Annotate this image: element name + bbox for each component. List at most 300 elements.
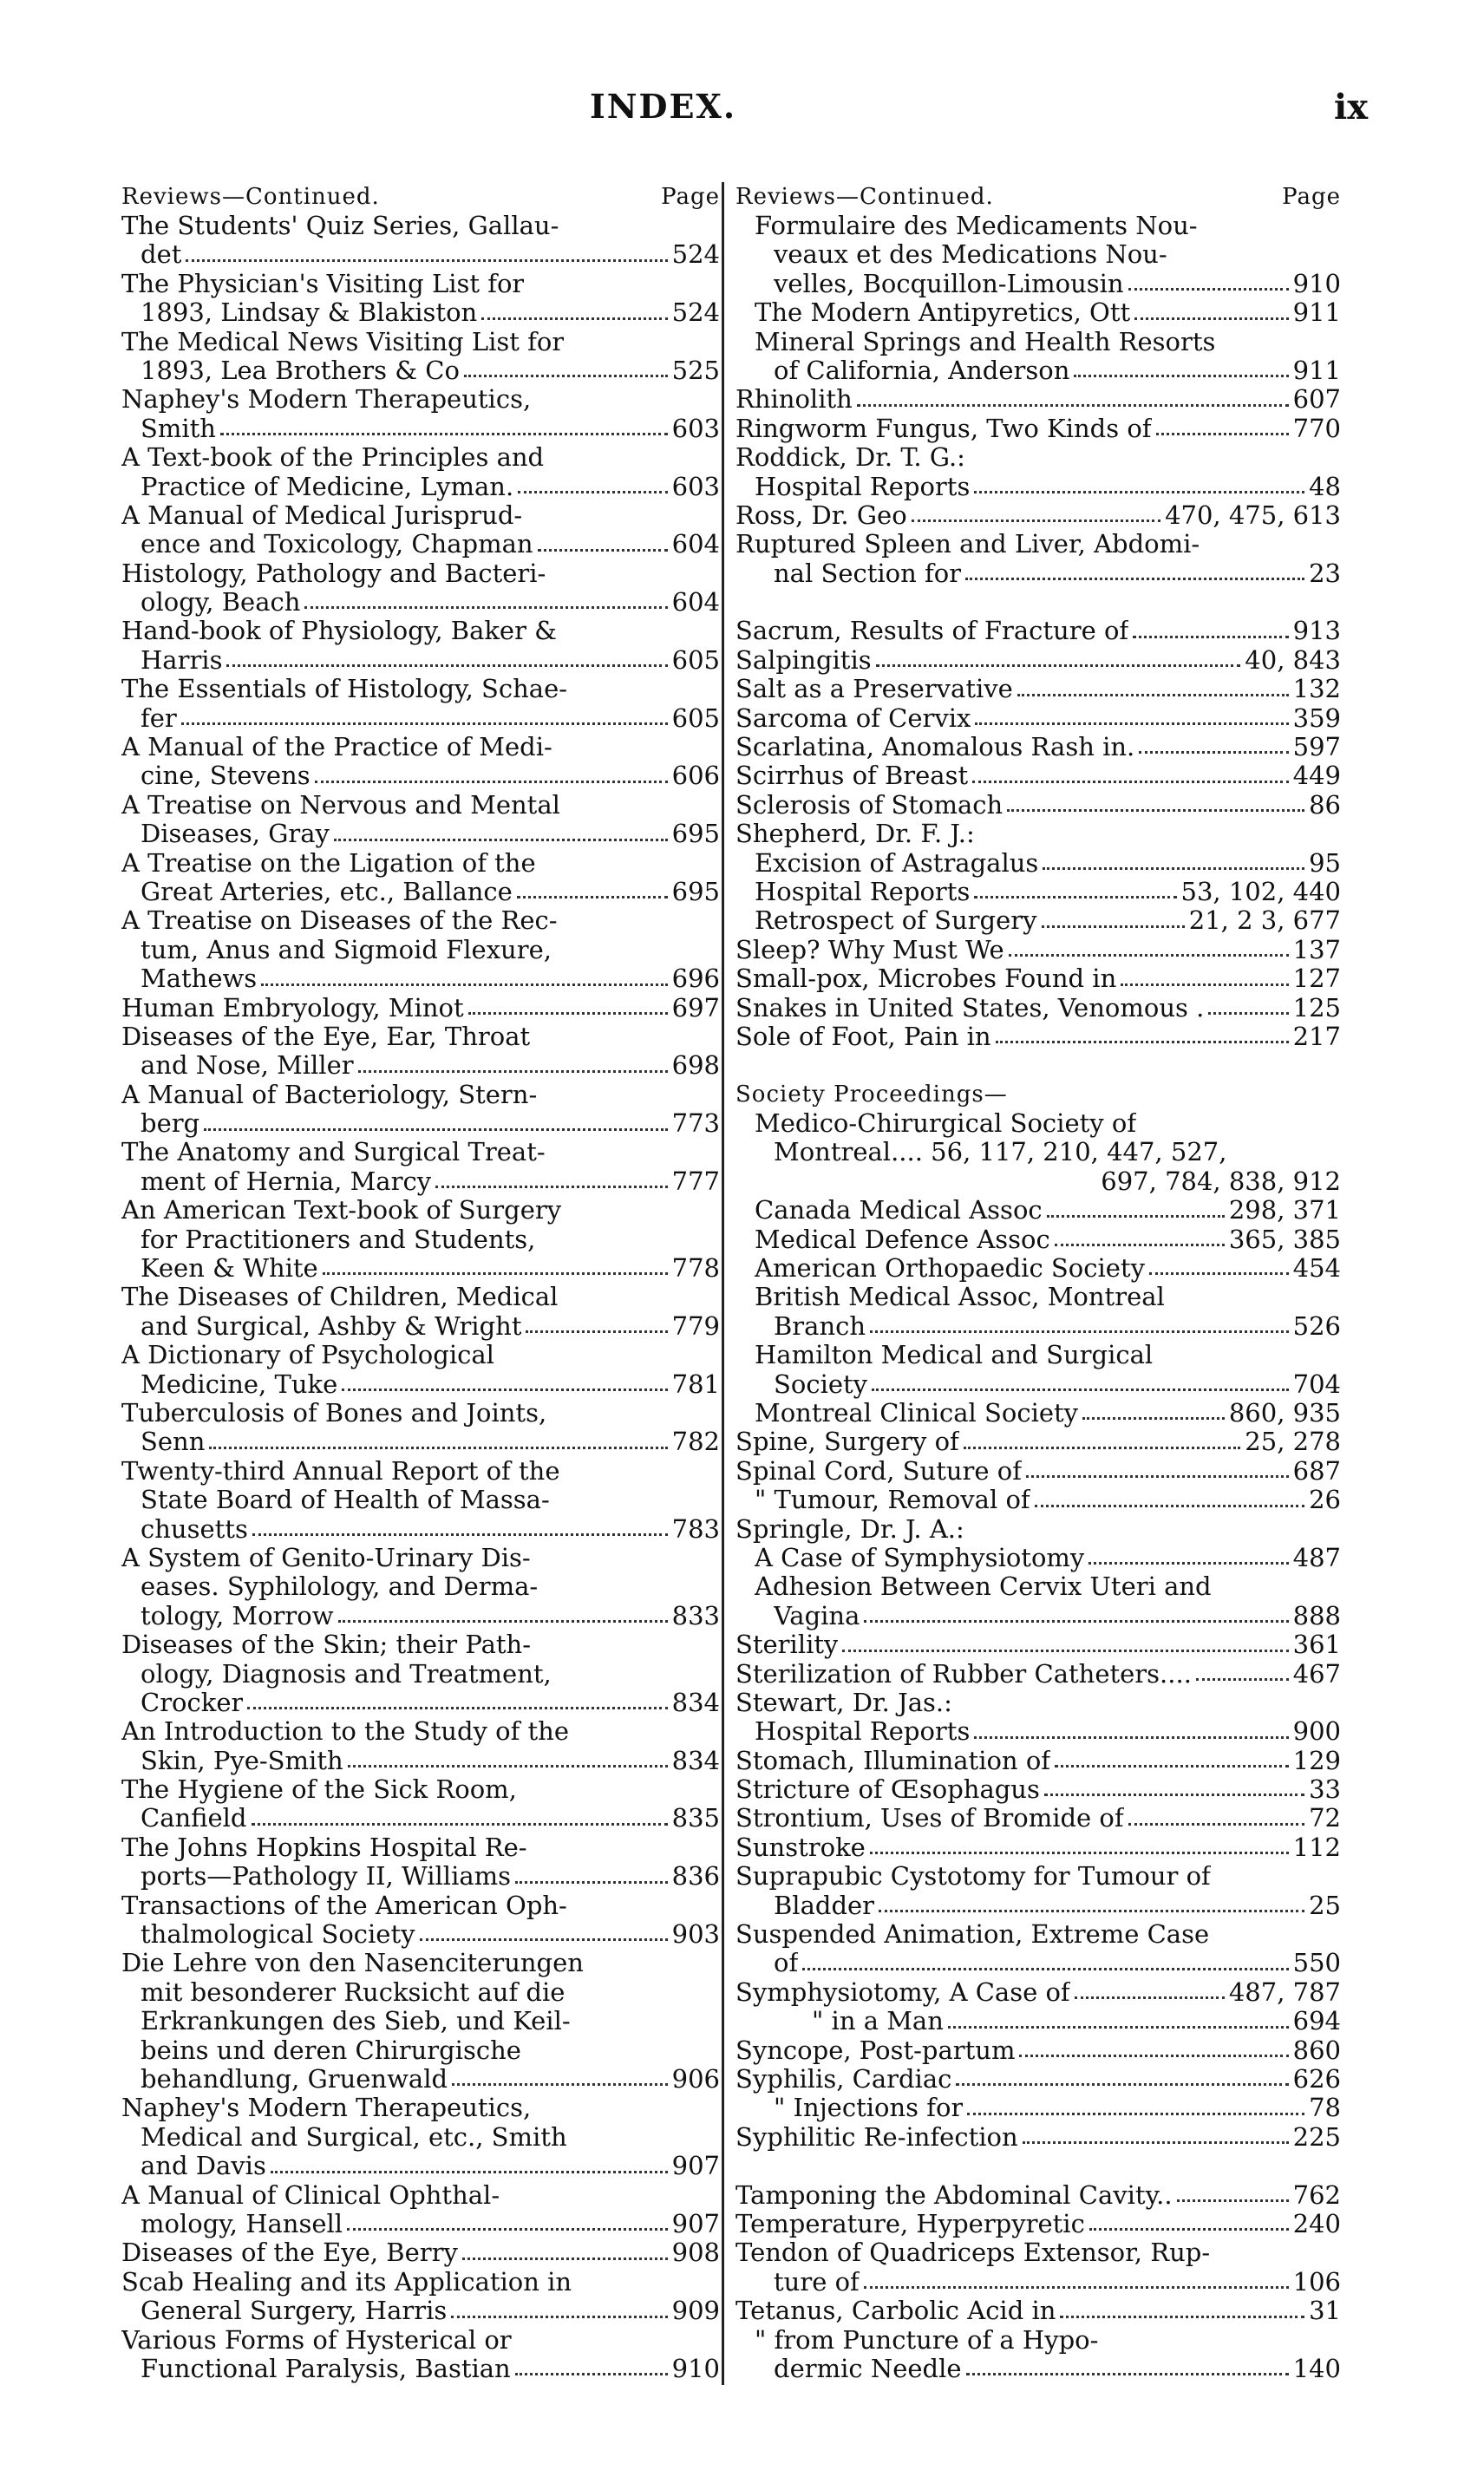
index-entry bbox=[121, 1254, 720, 1283]
entry-text: Salpingitis bbox=[735, 645, 872, 675]
index-entry bbox=[121, 1139, 720, 1167]
entry-text: Scab Healing and its Application in bbox=[121, 2267, 572, 2297]
index-entry bbox=[121, 2007, 720, 2035]
index-entry bbox=[735, 2065, 1341, 2094]
index-entry bbox=[121, 1572, 720, 1601]
dot-leader bbox=[1196, 1678, 1289, 1681]
dot-leader bbox=[974, 896, 1176, 898]
entry-text: Great Arteries, etc., Ballance bbox=[141, 877, 513, 906]
dot-leader bbox=[435, 1186, 668, 1188]
dot-leader bbox=[1017, 694, 1289, 696]
entry-text: Medical and Surgical, etc., Smith bbox=[141, 2122, 567, 2152]
dot-leader bbox=[1007, 809, 1304, 812]
index-entry bbox=[735, 820, 1341, 848]
entry-text: fer bbox=[141, 703, 177, 733]
index-entry bbox=[121, 964, 720, 993]
entry-text: eases. Syphilology, and Derma- bbox=[141, 1572, 539, 1602]
entry-text: Springle, Dr. J. A.: bbox=[735, 1514, 964, 1544]
index-entry bbox=[735, 1283, 1341, 1311]
entry-page-ref: 604 bbox=[671, 530, 720, 559]
entry-page-ref: 525 bbox=[671, 356, 720, 385]
index-entry bbox=[121, 1023, 720, 1051]
entry-text: and Surgical, Ashby & Wright bbox=[141, 1311, 522, 1341]
entry-page-ref: 21, 2 3, 677 bbox=[1188, 906, 1341, 936]
entry-page-ref: 833 bbox=[671, 1601, 720, 1630]
dot-leader bbox=[966, 2373, 1289, 2375]
dot-leader bbox=[870, 1852, 1289, 1854]
entry-text: Tuberculosis of Bones and Joints, bbox=[121, 1399, 547, 1428]
entry-text: Hospital Reports bbox=[755, 877, 971, 906]
entry-text: The Physician's Visiting List for bbox=[121, 269, 525, 298]
entry-page-ref: 835 bbox=[671, 1804, 720, 1833]
index-entry bbox=[735, 1370, 1341, 1399]
entry-page-ref: 834 bbox=[671, 1688, 720, 1717]
index-entry bbox=[735, 761, 1341, 790]
index-entry bbox=[735, 733, 1341, 761]
index-entry bbox=[121, 761, 720, 790]
entry-text: 1893, Lea Brothers & Co bbox=[141, 356, 460, 385]
index-entry bbox=[735, 415, 1341, 443]
dot-leader bbox=[315, 781, 668, 783]
index-entry bbox=[121, 298, 720, 327]
entry-page-ref: 597 bbox=[1292, 733, 1341, 762]
index-entry bbox=[735, 646, 1341, 675]
entry-list-right bbox=[735, 212, 1341, 2383]
index-entry bbox=[121, 530, 720, 559]
index-entry bbox=[121, 2094, 720, 2122]
entry-text: Tendon of Quadriceps Extensor, Rup- bbox=[735, 2238, 1211, 2268]
index-entry bbox=[121, 1660, 720, 1689]
entry-text: An American Text-book of Surgery bbox=[121, 1196, 562, 1225]
dot-leader bbox=[965, 578, 1304, 580]
entry-page-ref: 783 bbox=[671, 1514, 720, 1544]
entry-text: Keen & White bbox=[141, 1254, 318, 1284]
dot-leader bbox=[802, 1968, 1288, 1970]
dot-leader bbox=[186, 259, 667, 262]
index-entry bbox=[121, 1892, 720, 1920]
entry-page-ref: 911 bbox=[1292, 298, 1341, 328]
index-entry bbox=[121, 849, 720, 878]
entry-text: State Board of Health of Massa- bbox=[141, 1486, 550, 1515]
entry-page-ref: 23 bbox=[1309, 559, 1341, 588]
entry-text: Canada Medical Assoc bbox=[755, 1196, 1043, 1225]
entry-page-ref: 31 bbox=[1309, 2297, 1341, 2326]
entry-text: veaux et des Medications Nou- bbox=[774, 240, 1167, 270]
index-entry bbox=[121, 1833, 720, 1862]
entry-text: Sterilization of Rubber Catheters.... bbox=[735, 1659, 1192, 1689]
index-entry bbox=[735, 1747, 1341, 1775]
index-entry bbox=[735, 704, 1341, 733]
entry-text: Histology, Pathology and Bacteri- bbox=[121, 559, 546, 588]
index-entry bbox=[735, 936, 1341, 964]
entry-text: Excision of Astragalus bbox=[755, 848, 1039, 878]
entry-page-ref: 704 bbox=[1292, 1369, 1341, 1399]
dot-leader bbox=[518, 491, 667, 493]
entry-text: The Medical News Visiting List for bbox=[121, 327, 565, 356]
entry-text: Symphysiotomy, A Case of bbox=[735, 1977, 1070, 2007]
dot-leader bbox=[1149, 1272, 1289, 1275]
entry-text: " from Puncture of a Hypo- bbox=[755, 2325, 1099, 2355]
dot-leader bbox=[515, 1881, 668, 1884]
index-entry bbox=[735, 473, 1341, 501]
index-entry bbox=[735, 1862, 1341, 1891]
dot-leader bbox=[358, 1070, 668, 1073]
index-entry bbox=[735, 1109, 1341, 1138]
index-entry bbox=[735, 1225, 1341, 1254]
entry-page-ref: 524 bbox=[671, 298, 720, 328]
index-entry bbox=[121, 2210, 720, 2238]
entry-text: ence and Toxicology, Chapman bbox=[141, 530, 533, 559]
index-entry bbox=[121, 473, 720, 501]
dot-leader bbox=[876, 664, 1241, 667]
index-entry bbox=[121, 1051, 720, 1080]
dot-leader bbox=[1060, 2316, 1304, 2318]
dot-leader bbox=[481, 317, 667, 320]
index-entry bbox=[121, 791, 720, 820]
entry-text: A Treatise on the Ligation of the bbox=[121, 848, 536, 878]
entry-text: Small-pox, Microbes Found in bbox=[735, 964, 1117, 994]
page-header bbox=[0, 87, 1484, 139]
entry-text: A Text-book of the Principles and bbox=[121, 443, 545, 473]
dot-leader bbox=[451, 2316, 667, 2318]
entry-text: Die Lehre von den Nasenciterungen bbox=[121, 1949, 584, 1978]
entry-text: det bbox=[141, 240, 182, 270]
entry-page-ref: 240 bbox=[1292, 2209, 1341, 2238]
index-entry bbox=[735, 1341, 1341, 1369]
dot-leader bbox=[1026, 1475, 1289, 1478]
dot-leader bbox=[517, 896, 668, 898]
entry-text: Stewart, Dr. Jas.: bbox=[735, 1688, 952, 1717]
entry-text: mology, Hansell bbox=[141, 2209, 343, 2238]
index-entry bbox=[121, 733, 720, 761]
page-title: INDEX. bbox=[590, 87, 737, 126]
entry-page-ref: 217 bbox=[1292, 1022, 1341, 1051]
entry-text: A Treatise on Nervous and Mental bbox=[121, 790, 560, 820]
index-entry bbox=[735, 1892, 1341, 1920]
dot-leader bbox=[842, 1650, 1288, 1652]
dot-leader bbox=[1009, 954, 1289, 957]
index-entry bbox=[121, 2065, 720, 2094]
dot-leader bbox=[323, 1272, 668, 1275]
entry-text: Diseases of the Skin; their Path- bbox=[121, 1630, 531, 1660]
entry-text: Strontium, Uses of Bromide of bbox=[735, 1804, 1124, 1833]
dot-leader bbox=[1044, 1794, 1304, 1796]
entry-text: American Orthopaedic Society bbox=[755, 1254, 1145, 1284]
dot-leader bbox=[252, 1533, 668, 1536]
index-entry bbox=[121, 559, 720, 588]
entry-page-ref: 72 bbox=[1309, 1804, 1341, 1833]
section-spacer bbox=[735, 1051, 1341, 1080]
entry-page-ref: 365, 385 bbox=[1228, 1225, 1341, 1254]
index-entry bbox=[121, 2238, 720, 2267]
entry-page-ref: 910 bbox=[1292, 269, 1341, 298]
entry-text: Formulaire des Medicaments Nou- bbox=[755, 212, 1198, 240]
entry-text: Spine, Surgery of bbox=[735, 1428, 959, 1457]
dot-leader bbox=[967, 2113, 1304, 2115]
entry-text: Harris bbox=[141, 645, 223, 675]
column-heading-right bbox=[735, 182, 1341, 212]
entry-page-ref: 888 bbox=[1292, 1601, 1341, 1630]
dot-leader bbox=[347, 2228, 668, 2231]
entry-text: A System of Genito-Urinary Dis- bbox=[121, 1543, 531, 1572]
entry-text: thalmological Society bbox=[141, 1920, 415, 1950]
index-entry bbox=[121, 328, 720, 356]
index-entry bbox=[735, 1717, 1341, 1746]
index-entry bbox=[735, 2181, 1341, 2210]
entry-page-ref: 913 bbox=[1292, 617, 1341, 646]
entry-page-ref: 48 bbox=[1309, 472, 1341, 501]
index-entry bbox=[121, 588, 720, 617]
index-entry bbox=[121, 1602, 720, 1630]
index-entry bbox=[121, 415, 720, 443]
dot-leader bbox=[1089, 2228, 1289, 2231]
index-entry bbox=[735, 2355, 1341, 2383]
entry-text: Diseases, Gray bbox=[141, 820, 330, 849]
dot-leader bbox=[304, 606, 667, 609]
entry-text: Spinal Cord, Suture of bbox=[735, 1456, 1022, 1486]
index-entry bbox=[735, 212, 1341, 240]
dot-leader bbox=[420, 1938, 668, 1941]
page-column-label: Page bbox=[661, 184, 720, 210]
entry-text: Retrospect of Surgery bbox=[755, 906, 1037, 936]
index-entry bbox=[121, 501, 720, 530]
entry-text: Naphey's Modern Therapeutics, bbox=[121, 2094, 532, 2123]
entry-text: Rhinolith bbox=[735, 385, 853, 415]
entry-page-ref: 695 bbox=[671, 820, 720, 849]
index-entry bbox=[735, 270, 1341, 298]
entry-text: The Essentials of Histology, Schae- bbox=[121, 675, 568, 704]
entry-page-ref: 470, 475, 613 bbox=[1165, 500, 1341, 530]
dot-leader bbox=[975, 722, 1288, 725]
entry-page-ref: 86 bbox=[1309, 790, 1341, 820]
index-entry bbox=[735, 1804, 1341, 1833]
entry-page-ref: 834 bbox=[671, 1746, 720, 1775]
index-entry bbox=[735, 1023, 1341, 1051]
entry-page-ref: 132 bbox=[1292, 675, 1341, 704]
entry-page-ref: 40, 843 bbox=[1245, 645, 1341, 675]
entry-page-ref: 770 bbox=[1292, 414, 1341, 443]
entry-text: Ruptured Spleen and Liver, Abdomi- bbox=[735, 530, 1200, 559]
entry-text: General Surgery, Harris bbox=[141, 2297, 448, 2326]
index-entry bbox=[735, 1544, 1341, 1572]
index-entry bbox=[735, 2268, 1341, 2297]
index-entry bbox=[121, 1689, 720, 1717]
dot-leader bbox=[996, 1041, 1289, 1043]
index-entry bbox=[121, 1341, 720, 1369]
index-entry bbox=[121, 646, 720, 675]
index-entry bbox=[735, 385, 1341, 414]
dot-leader bbox=[1156, 433, 1289, 435]
entry-page-ref: 779 bbox=[671, 1311, 720, 1341]
entry-text: The Hygiene of the Sick Room, bbox=[121, 1775, 517, 1805]
entry-page-ref: 26 bbox=[1309, 1486, 1341, 1515]
index-entry bbox=[735, 1139, 1341, 1167]
entry-text: Society Proceedings— bbox=[735, 1081, 1008, 1108]
dot-leader bbox=[1133, 636, 1288, 638]
index-entry bbox=[121, 1457, 720, 1486]
index-entry bbox=[735, 1833, 1341, 1862]
entry-text: A Case of Symphysiotomy bbox=[755, 1543, 1085, 1572]
entry-page-ref: 127 bbox=[1292, 964, 1341, 994]
entry-page-ref: 911 bbox=[1292, 356, 1341, 385]
entry-text: Hospital Reports bbox=[755, 1717, 971, 1747]
entry-page-ref: 112 bbox=[1292, 1833, 1341, 1862]
entry-text: Ringworm Fungus, Two Kinds of bbox=[735, 414, 1152, 443]
entry-page-ref: 906 bbox=[671, 2065, 720, 2094]
dot-leader bbox=[334, 839, 668, 841]
entry-text: " in a Man bbox=[812, 2007, 944, 2036]
index-entry bbox=[735, 1081, 1341, 1109]
dot-leader bbox=[181, 722, 668, 725]
index-entry bbox=[735, 2094, 1341, 2122]
entry-text: Salt as a Preservative bbox=[735, 675, 1013, 704]
entry-page-ref: 603 bbox=[671, 472, 720, 501]
entry-text: Medicine, Tuke bbox=[141, 1369, 338, 1399]
entry-text: Human Embryology, Minot bbox=[121, 993, 464, 1023]
entry-page-ref: 140 bbox=[1292, 2354, 1341, 2383]
dot-leader bbox=[1075, 1996, 1225, 1999]
index-entry bbox=[735, 2007, 1341, 2035]
entry-text: behandlung, Gruenwald bbox=[141, 2065, 448, 2094]
dot-leader bbox=[462, 2258, 668, 2260]
entry-text: tology, Morrow bbox=[141, 1601, 334, 1630]
entry-text: British Medical Assoc, Montreal bbox=[755, 1283, 1165, 1312]
index-entry bbox=[735, 617, 1341, 645]
entry-page-ref: 137 bbox=[1292, 935, 1341, 964]
entry-text: Bladder bbox=[774, 1891, 875, 1920]
dot-leader bbox=[342, 1389, 667, 1391]
entry-text: beins und deren Chirurgische bbox=[141, 2035, 521, 2065]
index-entry bbox=[735, 559, 1341, 588]
index-entry bbox=[735, 1399, 1341, 1428]
entry-text: berg bbox=[141, 1109, 200, 1139]
dot-leader bbox=[948, 2026, 1289, 2029]
dot-leader bbox=[972, 781, 1289, 783]
entry-page-ref: 604 bbox=[671, 588, 720, 617]
entry-text: cine, Stevens bbox=[141, 761, 311, 791]
entry-text: Erkrankungen des Sieb, und Keil- bbox=[141, 2007, 571, 2036]
entry-text: Syphilis, Cardiac bbox=[735, 2065, 952, 2094]
section-spacer bbox=[735, 588, 1341, 617]
entry-text: Tamponing the Abdominal Cavity.. bbox=[735, 2180, 1173, 2210]
entry-text: Stomach, Illumination of bbox=[735, 1746, 1051, 1775]
entry-text: " Tumour, Removal of bbox=[755, 1486, 1030, 1515]
index-entry bbox=[121, 1544, 720, 1572]
page-number: ix bbox=[1334, 87, 1369, 127]
index-entry bbox=[121, 1747, 720, 1775]
index-entry bbox=[121, 1109, 720, 1138]
index-entry bbox=[121, 1081, 720, 1109]
entry-text: Mathews bbox=[141, 964, 258, 994]
dot-leader bbox=[1139, 751, 1288, 754]
index-entry bbox=[735, 1978, 1341, 2007]
index-entry bbox=[735, 2326, 1341, 2355]
entry-text: Sclerosis of Stomach bbox=[735, 790, 1003, 820]
entry-text: Practice of Medicine, Lyman. bbox=[141, 472, 514, 501]
dot-leader bbox=[1019, 2055, 1288, 2057]
index-entry bbox=[735, 1949, 1341, 1977]
index-entry bbox=[735, 356, 1341, 385]
index-entry bbox=[121, 1920, 720, 1949]
index-entry bbox=[121, 2123, 720, 2152]
entry-page-ref: 125 bbox=[1292, 993, 1341, 1023]
entry-text: and Nose, Miller bbox=[141, 1051, 354, 1081]
column-heading-left bbox=[121, 182, 720, 212]
entry-page-ref: 860, 935 bbox=[1228, 1399, 1341, 1428]
entry-text: and Davis bbox=[141, 2152, 266, 2181]
entry-text: Sterility bbox=[735, 1630, 839, 1660]
entry-text: tum, Anus and Sigmoid Flexure, bbox=[141, 935, 552, 964]
section-continued-label: Reviews—Continued. bbox=[121, 184, 380, 210]
index-entry bbox=[735, 964, 1341, 993]
entry-page-ref: 773 bbox=[671, 1109, 720, 1139]
entry-text: Adhesion Between Cervix Uteri and bbox=[755, 1572, 1212, 1602]
entry-text: Sleep? Why Must We bbox=[735, 935, 1004, 964]
dot-leader bbox=[879, 1910, 1304, 1912]
entry-text: mit besonderer Rucksicht auf die bbox=[141, 1977, 565, 2007]
dot-leader bbox=[515, 2373, 668, 2375]
entry-page-ref: 78 bbox=[1309, 2094, 1341, 2123]
index-entry bbox=[735, 530, 1341, 559]
index-entry bbox=[121, 2181, 720, 2210]
entry-text: Twenty-third Annual Report of the bbox=[121, 1456, 560, 1486]
dot-leader bbox=[870, 1330, 1289, 1333]
entry-text: Suprapubic Cystotomy for Tumour of bbox=[735, 1862, 1211, 1892]
entry-text: Montreal.... 56, 117, 210, 447, 527, bbox=[774, 1138, 1227, 1167]
entry-page-ref: 908 bbox=[671, 2238, 720, 2268]
entry-text: Scarlatina, Anomalous Rash in. bbox=[735, 733, 1135, 762]
entry-text: 1893, Lindsay & Blakiston bbox=[141, 298, 478, 328]
entry-text: A Manual of Medical Jurisprud- bbox=[121, 500, 523, 530]
dot-leader bbox=[857, 404, 1289, 407]
entry-text: Vagina bbox=[774, 1601, 860, 1630]
index-entry bbox=[735, 2210, 1341, 2238]
index-entry bbox=[121, 1949, 720, 1977]
index-entry bbox=[121, 212, 720, 240]
index-entry bbox=[121, 994, 720, 1023]
index-entry bbox=[121, 2268, 720, 2297]
entry-text: dermic Needle bbox=[774, 2354, 962, 2383]
entry-text: A Manual of the Practice of Medi- bbox=[121, 733, 552, 762]
entry-page-ref: 907 bbox=[671, 2152, 720, 2181]
dot-leader bbox=[452, 2083, 668, 2086]
index-entry bbox=[735, 1196, 1341, 1225]
dot-leader bbox=[1074, 375, 1288, 377]
index-entry bbox=[735, 501, 1341, 530]
dot-leader bbox=[1042, 925, 1185, 928]
entry-text: Functional Paralysis, Bastian bbox=[141, 2354, 511, 2383]
dot-leader bbox=[538, 549, 668, 552]
entry-text: ology, Diagnosis and Treatment, bbox=[141, 1659, 552, 1689]
entry-page-ref: 777 bbox=[671, 1166, 720, 1196]
dot-leader bbox=[204, 1128, 667, 1131]
dot-leader bbox=[1121, 983, 1288, 986]
entry-page-ref: 225 bbox=[1292, 2122, 1341, 2152]
index-entry bbox=[735, 1775, 1341, 1804]
entry-text: Medico-Chirurgical Society of bbox=[755, 1109, 1137, 1139]
index-entry bbox=[121, 675, 720, 703]
index-column-left bbox=[121, 182, 720, 2383]
index-entry bbox=[121, 2326, 720, 2355]
index-entry bbox=[121, 1283, 720, 1311]
index-entry bbox=[121, 704, 720, 733]
dot-leader bbox=[1128, 288, 1289, 291]
entry-text: Syncope, Post-partum bbox=[735, 2035, 1016, 2065]
entry-page-ref: 836 bbox=[671, 1862, 720, 1892]
entry-page-ref: 524 bbox=[671, 240, 720, 270]
dot-leader bbox=[271, 2171, 668, 2173]
index-column-right bbox=[735, 182, 1341, 2383]
